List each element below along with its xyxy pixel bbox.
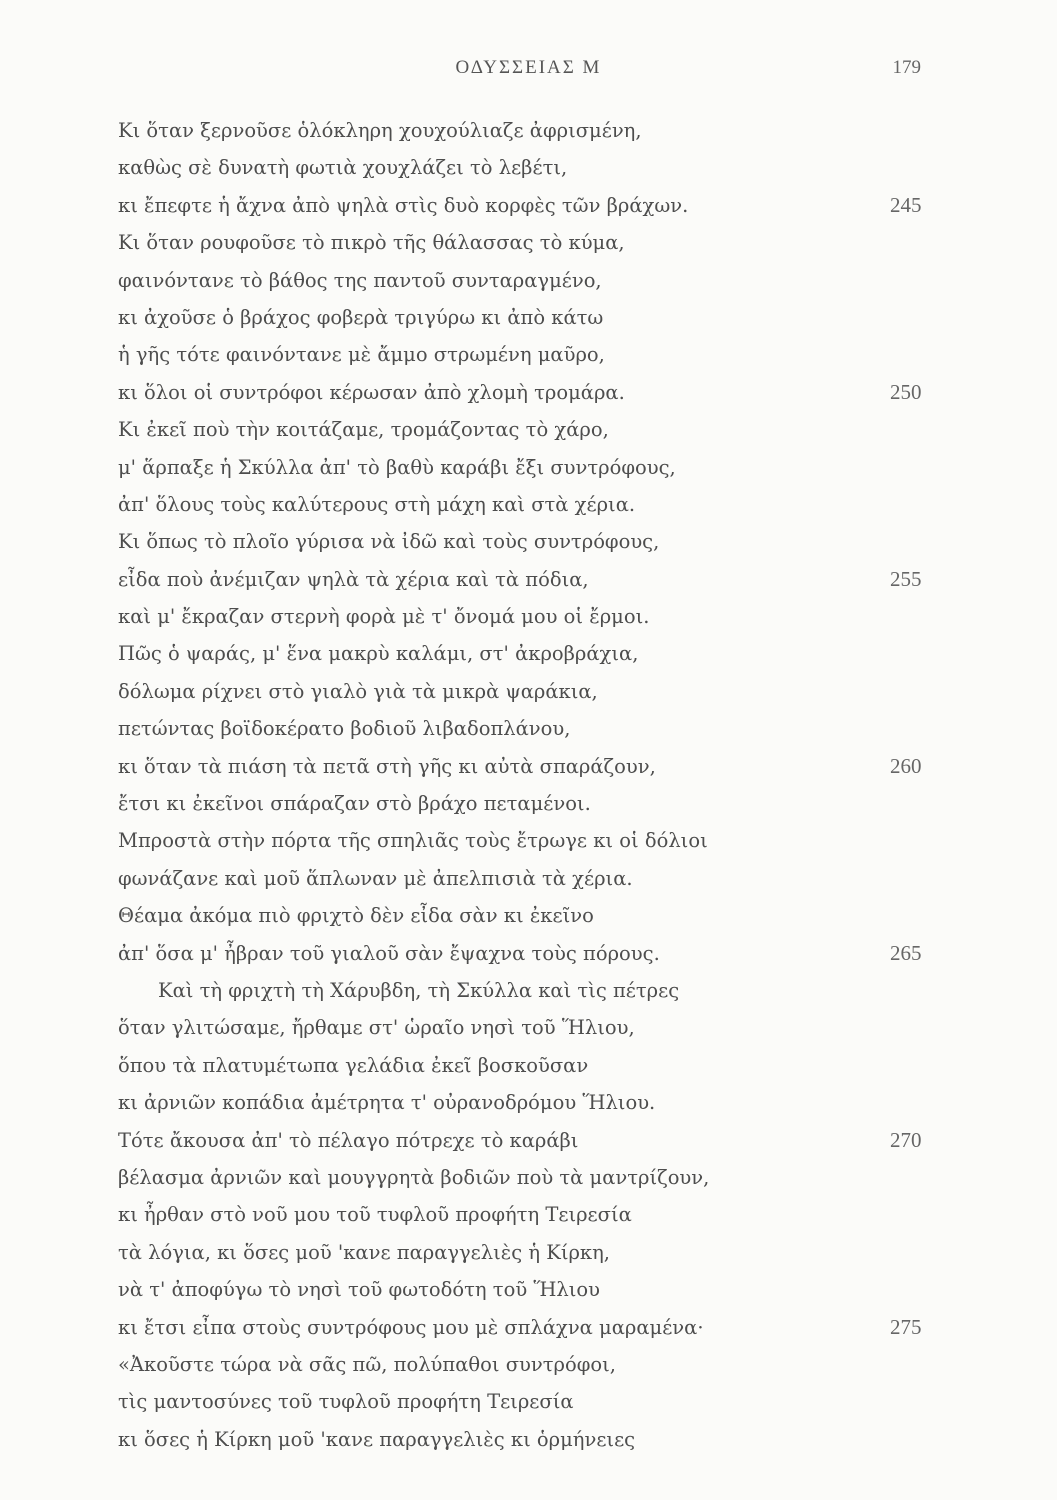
line-number: 275 — [890, 1314, 922, 1339]
verse-line — [118, 1234, 938, 1271]
verse-line-text: Θέαμα ἀκόμα πιὸ φριχτὸ δὲν εἶδα σὰν κι ἐκεῖνο — [118, 904, 594, 928]
verse-line — [118, 299, 938, 336]
verse-line-text: μ' ἅρπαξε ἡ Σκύλλα ἀπ' τὸ βαθὺ καράβι ἔξι συντρόφους, — [118, 455, 676, 479]
verse-line — [118, 374, 938, 411]
verse-line-text: κι ἦρθαν στὸ νοῦ μου τοῦ τυφλοῦ προφήτη Τειρεσία — [118, 1203, 632, 1227]
verse-line — [118, 486, 938, 523]
verse-line-text: Καὶ τὴ φριχτὴ τὴ Χάρυβδη, τὴ Σκύλλα καὶ τὶς πέτρες — [158, 978, 680, 1002]
verse-line-text: δόλωμα ρίχνει στὸ γιαλὸ γιὰ τὰ μικρὰ ψαράκια, — [118, 679, 598, 703]
verse-line — [118, 262, 938, 299]
verse-line — [118, 411, 938, 448]
line-number: 260 — [890, 753, 922, 778]
verse-line — [118, 1309, 938, 1346]
verse-line-text: φαινόντανε τὸ βάθος της παντοῦ συνταραγμένο, — [118, 268, 602, 292]
verse-line-text: Κι ὅπως τὸ πλοῖο γύρισα νὰ ἰδῶ καὶ τοὺς συντρόφους, — [118, 530, 660, 554]
verse-line-text: Τότε ἄκουσα ἀπ' τὸ πέλαγο πότρεχε τὸ καράβι — [118, 1128, 579, 1152]
verse-line — [118, 785, 938, 822]
verse-line — [118, 860, 938, 897]
verse-line-text: ἀπ' ὅσα μ' ἦβραν τοῦ γιαλοῦ σὰν ἔψαχνα τοὺς πόρους. — [118, 941, 660, 965]
verse-line — [118, 1122, 938, 1159]
verse-line — [118, 1084, 938, 1121]
verse-line-text: κι ἀχοῦσε ὁ βράχος φοβερὰ τριγύρω κι ἀπὸ κάτω — [118, 305, 604, 329]
verse-line — [118, 822, 938, 859]
verse-line-text: κι ὅταν τὰ πιάση τὰ πετᾶ στὴ γῆς κι αὐτὰ σπαράζουν, — [118, 754, 656, 778]
verse-line — [118, 972, 938, 1009]
verse-block — [118, 112, 938, 1458]
verse-line — [118, 449, 938, 486]
verse-line-text: Κι ἐκεῖ ποὺ τὴν κοιτάζαμε, τρομάζοντας τὸ χάρο, — [118, 418, 609, 442]
verse-line-text: τὶς μαντοσύνες τοῦ τυφλοῦ προφήτη Τειρεσία — [118, 1390, 574, 1414]
line-number: 245 — [890, 192, 922, 217]
verse-line — [118, 1009, 938, 1046]
verse-line-text: τὰ λόγια, κι ὅσες μοῦ 'κανε παραγγελιὲς ἡ Κίρκη, — [118, 1240, 611, 1264]
verse-line — [118, 1383, 938, 1420]
verse-line-text: καθὼς σὲ δυνατὴ φωτιὰ χουχλάζει τὸ λεβέτι, — [118, 156, 568, 180]
verse-line-text: ἔτσι κι ἐκεῖνοι σπάραζαν στὸ βράχο πεταμένοι. — [118, 792, 591, 816]
verse-line-text: ἡ γῆς τότε φαινόντανε μὲ ἄμμο στρωμένη μαῦρο, — [118, 343, 605, 367]
verse-line-text: Μπροστὰ στὴν πόρτα τῆς σπηλιᾶς τοὺς ἔτρωγε κι οἱ δόλιοι — [118, 829, 708, 853]
running-head: ΟΔΥΣΣΕΙΑΣ Μ — [455, 57, 602, 78]
verse-line — [118, 1047, 938, 1084]
verse-line-text: ἀπ' ὅλους τοὺς καλύτερους στὴ μάχη καὶ στὰ χέρια. — [118, 492, 636, 516]
verse-line-text: φωνάζανε καὶ μοῦ ἅπλωναν μὲ ἀπελπισιὰ τὰ χέρια. — [118, 866, 633, 890]
verse-line — [118, 112, 938, 149]
verse-line-text: βέλασμα ἀρνιῶν καὶ μουγγρητὰ βοδιῶν ποὺ τὰ μαντρίζουν, — [118, 1165, 710, 1189]
line-number: 255 — [890, 566, 922, 591]
verse-line-text: νὰ τ' ἀποφύγω τὸ νησὶ τοῦ φωτοδότη τοῦ Ἥλιου — [118, 1278, 601, 1302]
verse-line-text: πετώντας βοϊδοκέρατο βοδιοῦ λιβαδοπλάνου, — [118, 717, 571, 741]
verse-line — [118, 598, 938, 635]
verse-line-text: Κι ὅταν ρουφοῦσε τὸ πικρὸ τῆς θάλασσας τὸ κύμα, — [118, 231, 625, 255]
verse-line — [118, 710, 938, 747]
verse-line — [118, 1196, 938, 1233]
verse-line-text: κι ὅσες ἡ Κίρκη μοῦ 'κανε παραγγελιὲς κι ὁρμήνειες — [118, 1427, 636, 1451]
verse-line-text: Πῶς ὁ ψαράς, μ' ἕνα μακρὺ καλάμι, στ' ἀκροβράχια, — [118, 642, 639, 666]
verse-line-text: Κι ὅταν ξερνοῦσε ὁλόκληρη χουχούλιαζε ἀφρισμένη, — [118, 119, 642, 142]
page-number: 179 — [892, 57, 921, 78]
verse-line — [118, 523, 938, 560]
verse-line-text: κι ἔτσι εἶπα στοὺς συντρόφους μου μὲ σπλάχνα μαραμένα· — [118, 1315, 704, 1339]
verse-line — [118, 897, 938, 934]
line-number: 270 — [890, 1127, 922, 1152]
verse-line — [118, 748, 938, 785]
verse-line — [118, 635, 938, 672]
verse-line-text: κι ἔπεφτε ἡ ἄχνα ἀπὸ ψηλὰ στὶς δυὸ κορφὲς τῶν βράχων. — [118, 193, 689, 217]
line-number: 265 — [890, 940, 922, 965]
verse-line — [118, 1346, 938, 1383]
verse-line-text: «Ἀκοῦστε τώρα νὰ σᾶς πῶ, πολύπαθοι συντρόφοι, — [118, 1352, 616, 1376]
verse-line-text: εἶδα ποὺ ἀνέμιζαν ψηλὰ τὰ χέρια καὶ τὰ πόδια, — [118, 567, 589, 591]
verse-line — [118, 336, 938, 373]
verse-line-text: ὅπου τὰ πλατυμέτωπα γελάδια ἐκεῖ βοσκοῦσαν — [118, 1053, 589, 1077]
verse-line — [118, 1159, 938, 1196]
line-number: 250 — [890, 379, 922, 404]
verse-line — [118, 561, 938, 598]
verse-line — [118, 187, 938, 224]
verse-line-text: καὶ μ' ἔκραζαν στερνὴ φορὰ μὲ τ' ὄνομά μου οἱ ἔρμοι. — [118, 605, 650, 629]
verse-line — [118, 149, 938, 186]
verse-line — [118, 1421, 938, 1458]
verse-line — [118, 1271, 938, 1308]
verse-line — [118, 224, 938, 261]
verse-line — [118, 673, 938, 710]
verse-line-text: κι ἀρνιῶν κοπάδια ἀμέτρητα τ' οὐρανοδρόμου Ἥλιου. — [118, 1091, 656, 1115]
verse-line — [118, 935, 938, 972]
verse-line-text: ὅταν γλιτώσαμε, ἤρθαμε στ' ὡραῖο νησὶ τοῦ Ἥλιου, — [118, 1016, 635, 1040]
verse-line-text: κι ὅλοι οἱ συντρόφοι κέρωσαν ἀπὸ χλομὴ τρομάρα. — [118, 380, 625, 404]
